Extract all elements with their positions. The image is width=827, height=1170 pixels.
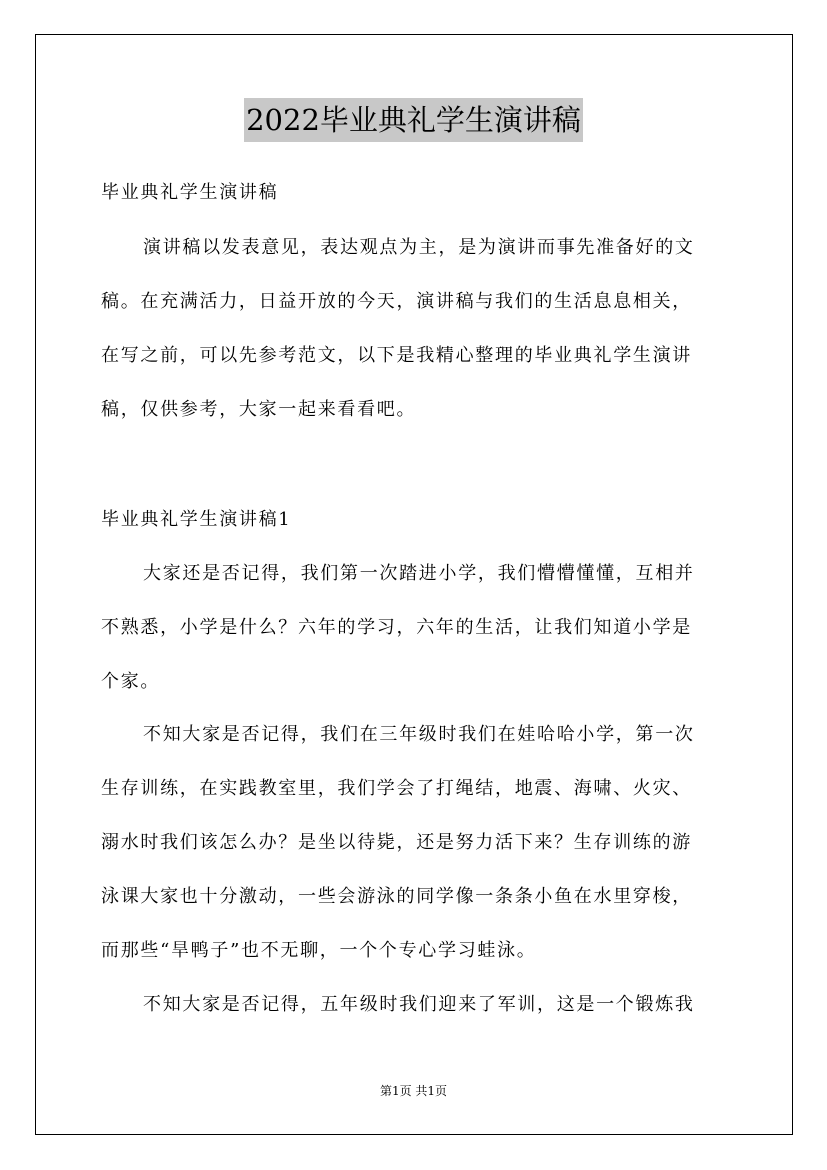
paragraph-line: 溺水时我们该怎么办？是坐以待毙，还是努力活下来？生存训练的游 xyxy=(101,832,692,853)
title-container xyxy=(0,98,827,142)
paragraph-line: 不知大家是否记得，五年级时我们迎来了军训，这是一个锻炼我 xyxy=(143,994,695,1015)
paragraph-line: 不知大家是否记得，我们在三年级时我们在娃哈哈小学，第一次 xyxy=(143,724,695,745)
paragraph-line: 演讲稿以发表意见，表达观点为主，是为演讲而事先准备好的文 xyxy=(143,237,695,258)
paragraph-line: 而那些“旱鸭子”也不无聊，一个个专心学习蛙泳。 xyxy=(101,940,537,961)
paragraph-line: 在写之前，可以先参考范文，以下是我精心整理的毕业典礼学生演讲 xyxy=(101,345,692,366)
paragraph-line: 稿，仅供参考，大家一起来看看吧。 xyxy=(101,399,417,420)
page-number: 第1页 共1页 xyxy=(379,1084,448,1098)
section-heading: 毕业典礼学生演讲稿1 xyxy=(101,509,292,530)
paragraph-line: 生存训练，在实践教室里，我们学会了打绳结，地震、海啸、火灾、 xyxy=(101,778,692,799)
paragraph-line: 大家还是否记得，我们第一次踏进小学，我们懵懵懂懂，互相并 xyxy=(143,563,695,584)
paragraph-line: 不熟悉，小学是什么？六年的学习，六年的生活，让我们知道小学是 xyxy=(101,617,692,638)
paragraph-line: 泳课大家也十分激动，一些会游泳的同学像一条条小鱼在水里穿梭， xyxy=(101,886,692,907)
paragraph-line: 个家。 xyxy=(101,671,161,692)
intro-heading: 毕业典礼学生演讲稿 xyxy=(101,182,279,203)
paragraph-line: 稿。在充满活力，日益开放的今天，演讲稿与我们的生活息息相关， xyxy=(101,291,692,312)
document-title: 2022毕业典礼学生演讲稿 xyxy=(244,98,583,142)
